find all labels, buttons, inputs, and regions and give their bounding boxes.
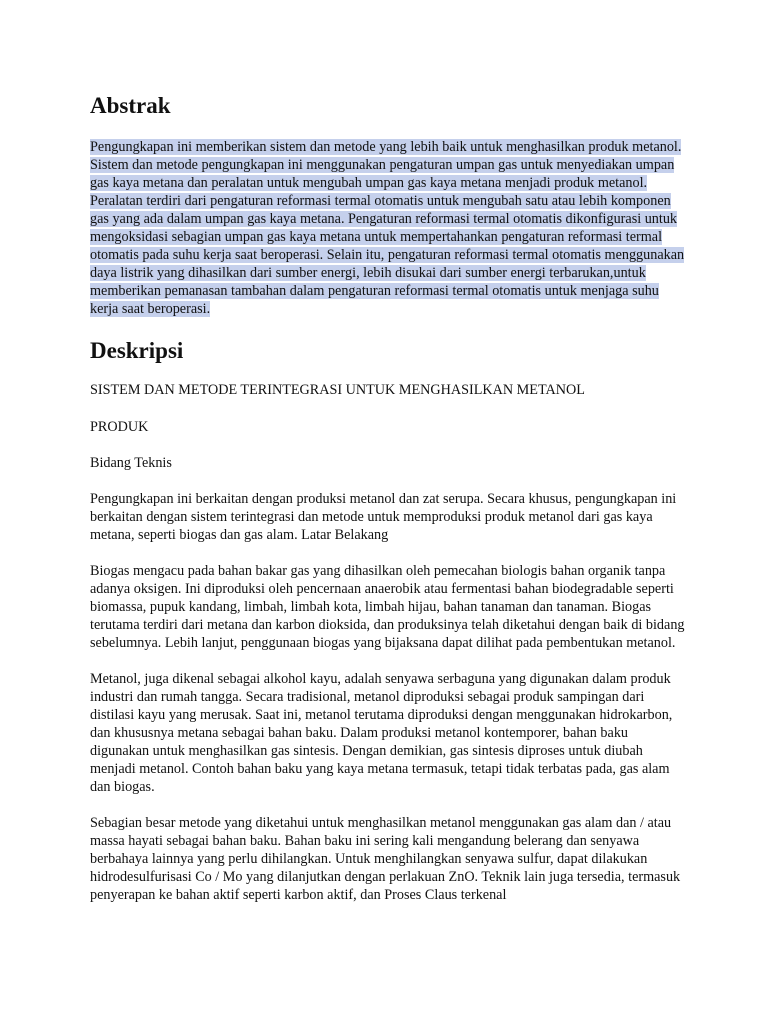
invention-title: SISTEM DAN METODE TERINTEGRASI UNTUK MENGHASILKAN METANOL [90,382,585,398]
body-paragraph: Pengungkapan ini berkaitan dengan produksi metanol dan zat serupa. Secara khusus, pengungkapan ini berkaitan dengan sistem terintegrasi dan metode untuk memproduksi produk metanol dari gas kaya metana, seperti biogas dan gas alam. Latar Belakang [90,491,677,543]
invention-title-continued: PRODUK [90,419,149,435]
body-paragraph: Biogas mengacu pada bahan bakar gas yang dihasilkan oleh pemecahan biologis bahan organik tanpa adanya oksigen. Ini diproduksi oleh pencernaan anaerobik atau fermentasi bahan biodegradable seperti biomassa, pupuk kandang, limbah, limbah kota, limbah hijau, bahan tanaman dan tanaman. Biogas terutama terdiri dari metana dan karbon dioksida, dan produksinya telah diketahui dengan baik di bidang sebelumnya. Lebih lanjut, penggunaan biogas yang bijaksana dapat dilihat pada pembentukan metanol. [90,563,685,651]
description-heading: Deskripsi [90,338,184,363]
abstract-highlighted-text: Pengungkapan ini memberikan sistem dan metode yang lebih baik untuk menghasilkan produk metanol. Sistem dan metode pengungkapan ini menggunakan pengaturan umpan gas untuk menyediakan umpan gas kaya metana dan peralatan untuk mengubah umpan gas kaya metana menjadi produk metanol. Peralatan terdiri dari pengaturan reformasi termal otomatis untuk mengubah satu atau lebih komponen gas yang ada dalam umpan gas kaya metana. Pengaturan reformasi termal otomatis dikonfigurasi untuk mengoksidasi sebagian umpan gas kaya metana untuk mempertahankan pengaturan reformasi termal otomatis pada suhu kerja saat beroperasi. Selain itu, pengaturan reformasi termal otomatis menggunakan daya listrik yang dihasilkan dari sumber energi, lebih disukai dari sumber energi terbarukan,untuk memberikan pemanasan tambahan dalam pengaturan reformasi termal otomatis untuk menjaga suhu kerja saat beroperasi. [90,139,685,317]
abstract-paragraph [90,138,690,318]
abstract-heading: Abstrak [90,93,171,118]
technical-field-label: Bidang Teknis [90,455,172,471]
document-page [90,92,690,904]
body-paragraph: Metanol, juga dikenal sebagai alkohol kayu, adalah senyawa serbaguna yang digunakan dalam produk industri dan rumah tangga. Secara tradisional, metanol diproduksi sebagai produk sampingan dari distilasi kayu yang merusak. Saat ini, metanol terutama diproduksi dengan menggunakan hidrokarbon, dan khususnya metana sebagai bahan baku. Dalam produksi metanol kontemporer, bahan baku digunakan untuk menghasilkan gas sintesis. Dengan demikian, gas sintesis diproses untuk diubah menjadi metanol. Contoh bahan baku yang kaya metana termasuk, tetapi tidak terbatas pada, gas alam dan biogas. [90,671,673,795]
body-paragraph: Sebagian besar metode yang diketahui untuk menghasilkan metanol menggunakan gas alam dan / atau massa hayati sebagai bahan baku. Bahan baku ini sering kali mengandung belerang dan senyawa berbahaya lainnya yang perlu dihilangkan. Untuk menghilangkan senyawa sulfur, dapat dilakukan hidrodesulfurisasi Co / Mo yang dilanjutkan dengan perlakuan ZnO. Teknik lain juga tersedia, termasuk penyerapan ke bahan aktif seperti karbon aktif, dan Proses Claus terkenal [90,815,681,903]
